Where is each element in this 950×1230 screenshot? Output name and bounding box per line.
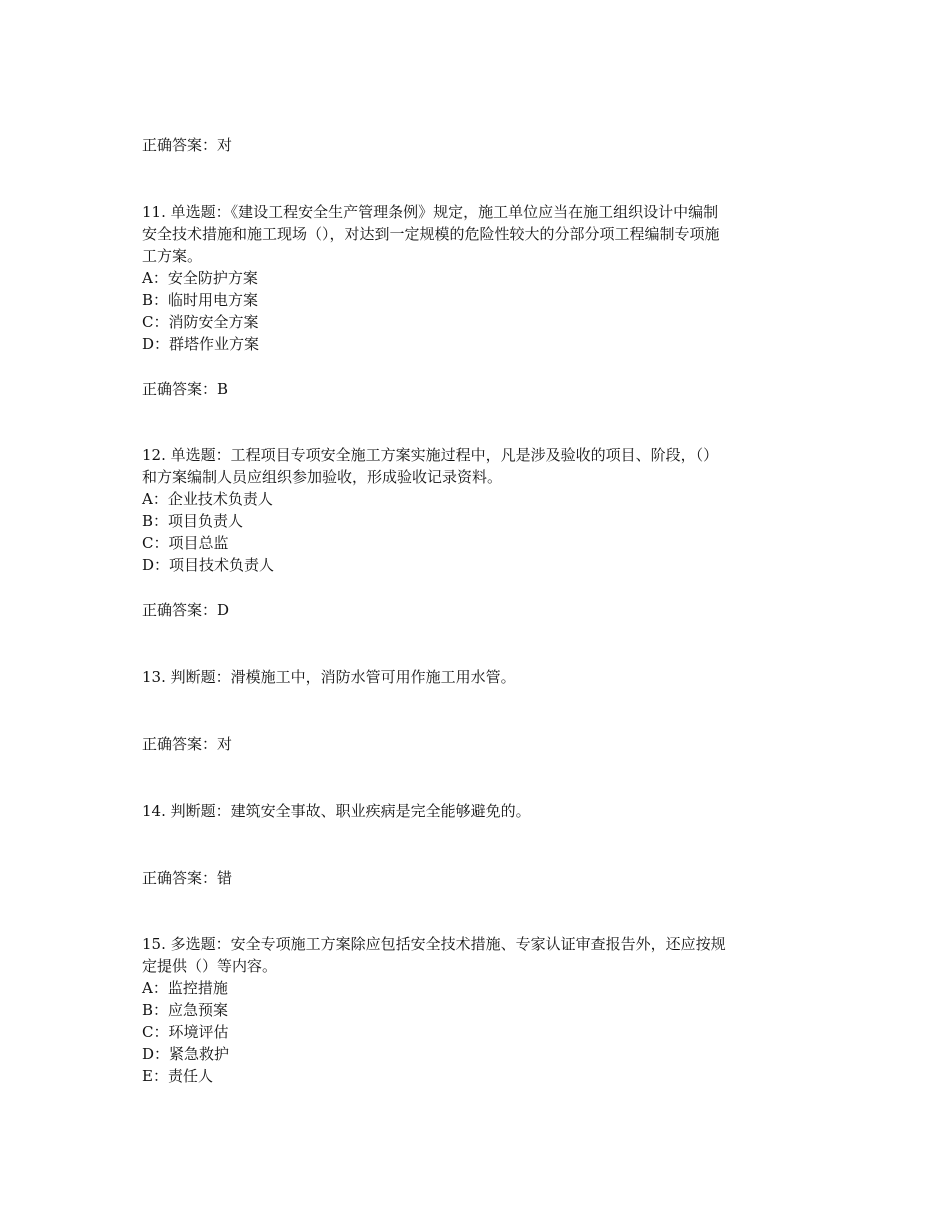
question-13-stem-line-1: 13. 判断题：滑模施工中，消防水管可用作施工用水管。 <box>142 668 516 686</box>
question-12-stem-line-2: 和方案编制人员应组织参加验收，形成验收记录资料。 <box>142 468 503 486</box>
question-11-option-a: A：安全防护方案 <box>142 269 258 287</box>
question-11-stem-line-1: 11. 单选题：《建设工程安全生产管理条例》规定，施工单位应当在施工组织设计中编制 <box>142 203 719 221</box>
question-11-answer: 正确答案：B <box>142 380 229 398</box>
question-15-option-c: C：环境评估 <box>142 1023 229 1041</box>
question-15-stem-line-2: 定提供（）等内容。 <box>142 957 278 975</box>
question-12-stem-line-1: 12. 单选题：工程项目专项安全施工方案实施过程中，凡是涉及验收的项目、阶段，（） <box>142 446 719 464</box>
question-12-option-c: C：项目总监 <box>142 534 229 552</box>
question-11-option-b: B：临时用电方案 <box>142 291 259 309</box>
question-11-option-c: C：消防安全方案 <box>142 313 259 331</box>
question-15-option-e: E：责任人 <box>142 1067 213 1085</box>
question-14-stem-line-1: 14. 判断题：建筑安全事故、职业疾病是完全能够避免的。 <box>142 802 531 820</box>
question-11-stem-line-2: 安全技术措施和施工现场（），对达到一定规模的危险性较大的分部分项工程编制专项施 <box>142 225 720 243</box>
question-12-option-b: B：项目负责人 <box>142 512 244 530</box>
question-12-option-d: D：项目技术负责人 <box>142 556 275 574</box>
question-12-answer: 正确答案：D <box>142 601 230 619</box>
question-13-answer: 正确答案：对 <box>142 735 233 753</box>
question-12-option-a: A：企业技术负责人 <box>142 490 273 508</box>
question-15-option-b: B：应急预案 <box>142 1001 229 1019</box>
question-15-option-a: A：监控措施 <box>142 979 228 997</box>
question-11-option-d: D：群塔作业方案 <box>142 335 260 353</box>
question-15-stem-line-1: 15. 多选题：安全专项施工方案除应包括安全技术措施、专家认证审查报告外，还应按规 <box>142 935 726 953</box>
question-11-stem-line-3: 工方案。 <box>142 247 203 265</box>
question-15-option-d: D：紧急救护 <box>142 1045 230 1063</box>
answer-prev: 正确答案：对 <box>142 136 233 154</box>
question-14-answer: 正确答案：错 <box>142 869 233 887</box>
